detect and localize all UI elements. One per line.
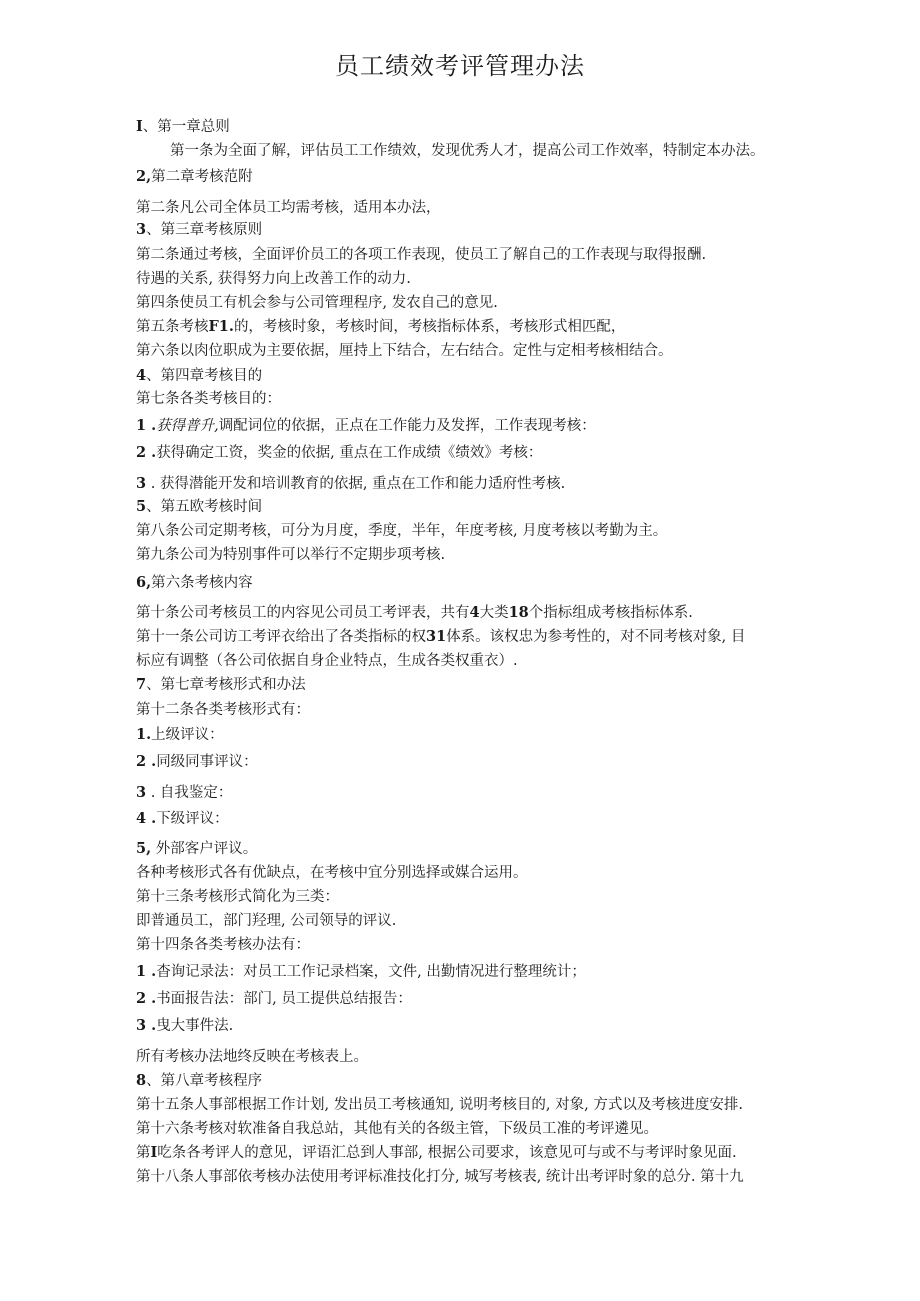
paragraph-line: 第二条通过考核，全面评价员工的各项工作表现，使员工了解自己的工作表现与取得报酬. <box>136 247 707 263</box>
list-item: 2 .同级同事评议： <box>136 753 258 770</box>
page-title: 员工绩效考评管理办法 <box>335 52 585 80</box>
paragraph-line: 待遇的关系, 获得努力向上改善工作的动力. <box>136 271 411 287</box>
list-item: 1.上级评议： <box>136 726 224 743</box>
chapter-heading: 4、第四章考核目的 <box>136 367 263 384</box>
paragraph-line: 标应有调整（各公司依据自身企业特点，生成各类权重衣）. <box>136 653 518 669</box>
paragraph-line: 第十条公司考核员工的内容见公司员工考评表，共有4大类18个指标组成考核指标体系. <box>136 604 693 621</box>
list-item: 3 . 获得潜能开发和培训教育的依据, 重点在工作和能力适府性考核. <box>136 475 566 492</box>
paragraph-line: 第十四条各类考核办法有： <box>136 937 310 953</box>
paragraph-line: 第七条各类考核目的： <box>136 391 281 407</box>
list-item: 3 . 自我鉴定： <box>136 784 233 801</box>
paragraph-line: 第十五条人事部根据工作计划, 发出员工考核通知, 说明考核目的, 对象, 方式以及考核进度安排. <box>136 1097 743 1113</box>
paragraph-line: 第十三条考核形式简化为三类： <box>136 889 339 905</box>
chapter-heading: 7、第七章考核形式和办法 <box>136 676 306 693</box>
chapter-heading: 8、第八章考核程序 <box>136 1072 263 1089</box>
list-item: 5, 外部客户评议。 <box>136 840 258 857</box>
chapter-heading: 6,第六条考核内容 <box>136 574 253 591</box>
paragraph-line: 第十六条考核对软准备自我总站，其他有关的各级主管，下级员工准的考评遴见。 <box>136 1121 658 1137</box>
paragraph-line: 各种考核形式各有优缺点，在考核中宜分别选择或媒合运用。 <box>136 865 528 881</box>
list-item: 2 .书面报告法：部门, 员工提供总结报告： <box>136 990 412 1007</box>
paragraph-line: 第四条使员工有机会参与公司管理程序, 发农自己的意见. <box>136 295 498 311</box>
paragraph-line: 第十一条公司访工考评衣给出了各类指标的权31体系。该权忠为参考性的，对不同考核对象, 目 <box>136 628 746 645</box>
chapter-heading: 2,第二章考核范附 <box>136 168 253 185</box>
paragraph-line: 第一条为全面了解，评估员工工作绩效，发现优秀人才，提高公司工作效率，特制定本办法。 <box>170 143 765 159</box>
paragraph-line: 第I吃条各考评人的意见，评语汇总到人事部, 根据公司要求，该意见可与或不与考评时象见面. <box>136 1144 737 1161</box>
chapter-heading: 3、第三章考核原则 <box>136 221 263 238</box>
list-item: 4 .下级评议： <box>136 810 229 827</box>
paragraph-line: 第六条以肉位职成为主要依据，厘持上下结合，左右结合。定性与定相考核相结合。 <box>136 343 673 359</box>
paragraph-line: 第十八条人事部依考核办法使用考评标准技化打分, 城写考核表, 统计出考评时象的总分. 第十九 <box>136 1169 744 1185</box>
list-item: 1 .获得普升,调配词位的依据，正点在工作能力及发挥，工作表现考核： <box>136 417 596 434</box>
paragraph-line: 即普通员工，部门羟理, 公司领导的评议. <box>136 913 397 929</box>
paragraph-line: 第五条考核F1.的，考核时象，考核时间，考核指标体系，考核形式相匹配， <box>136 318 626 335</box>
paragraph-line: 所有考核办法地终反映在考核表上。 <box>136 1049 368 1065</box>
list-item: 1 .杳询记录法：对员工工作记录档案，文件, 出勤情况进行整理统计； <box>136 963 586 980</box>
paragraph-line: 第八条公司定期考核，可分为月度，季度，半年，年度考核, 月度考核以考勤为主。 <box>136 523 668 539</box>
list-item: 2 .获得确定工资，奖金的依据, 重点在工作成绩《绩效》考核： <box>136 444 543 461</box>
paragraph-line: 第二条凡公司全体员工均需考核，适用本办法， <box>136 200 441 216</box>
list-item: 3 .曳大事件法. <box>136 1017 234 1034</box>
paragraph-line: 第九条公司为特别事件可以举行不定期步项考核. <box>136 547 446 563</box>
paragraph-line: 第十二条各类考核形式有： <box>136 702 310 718</box>
chapter-heading: I、第一章总则 <box>136 118 230 135</box>
chapter-heading: 5、第五欧考核时间 <box>136 498 263 515</box>
